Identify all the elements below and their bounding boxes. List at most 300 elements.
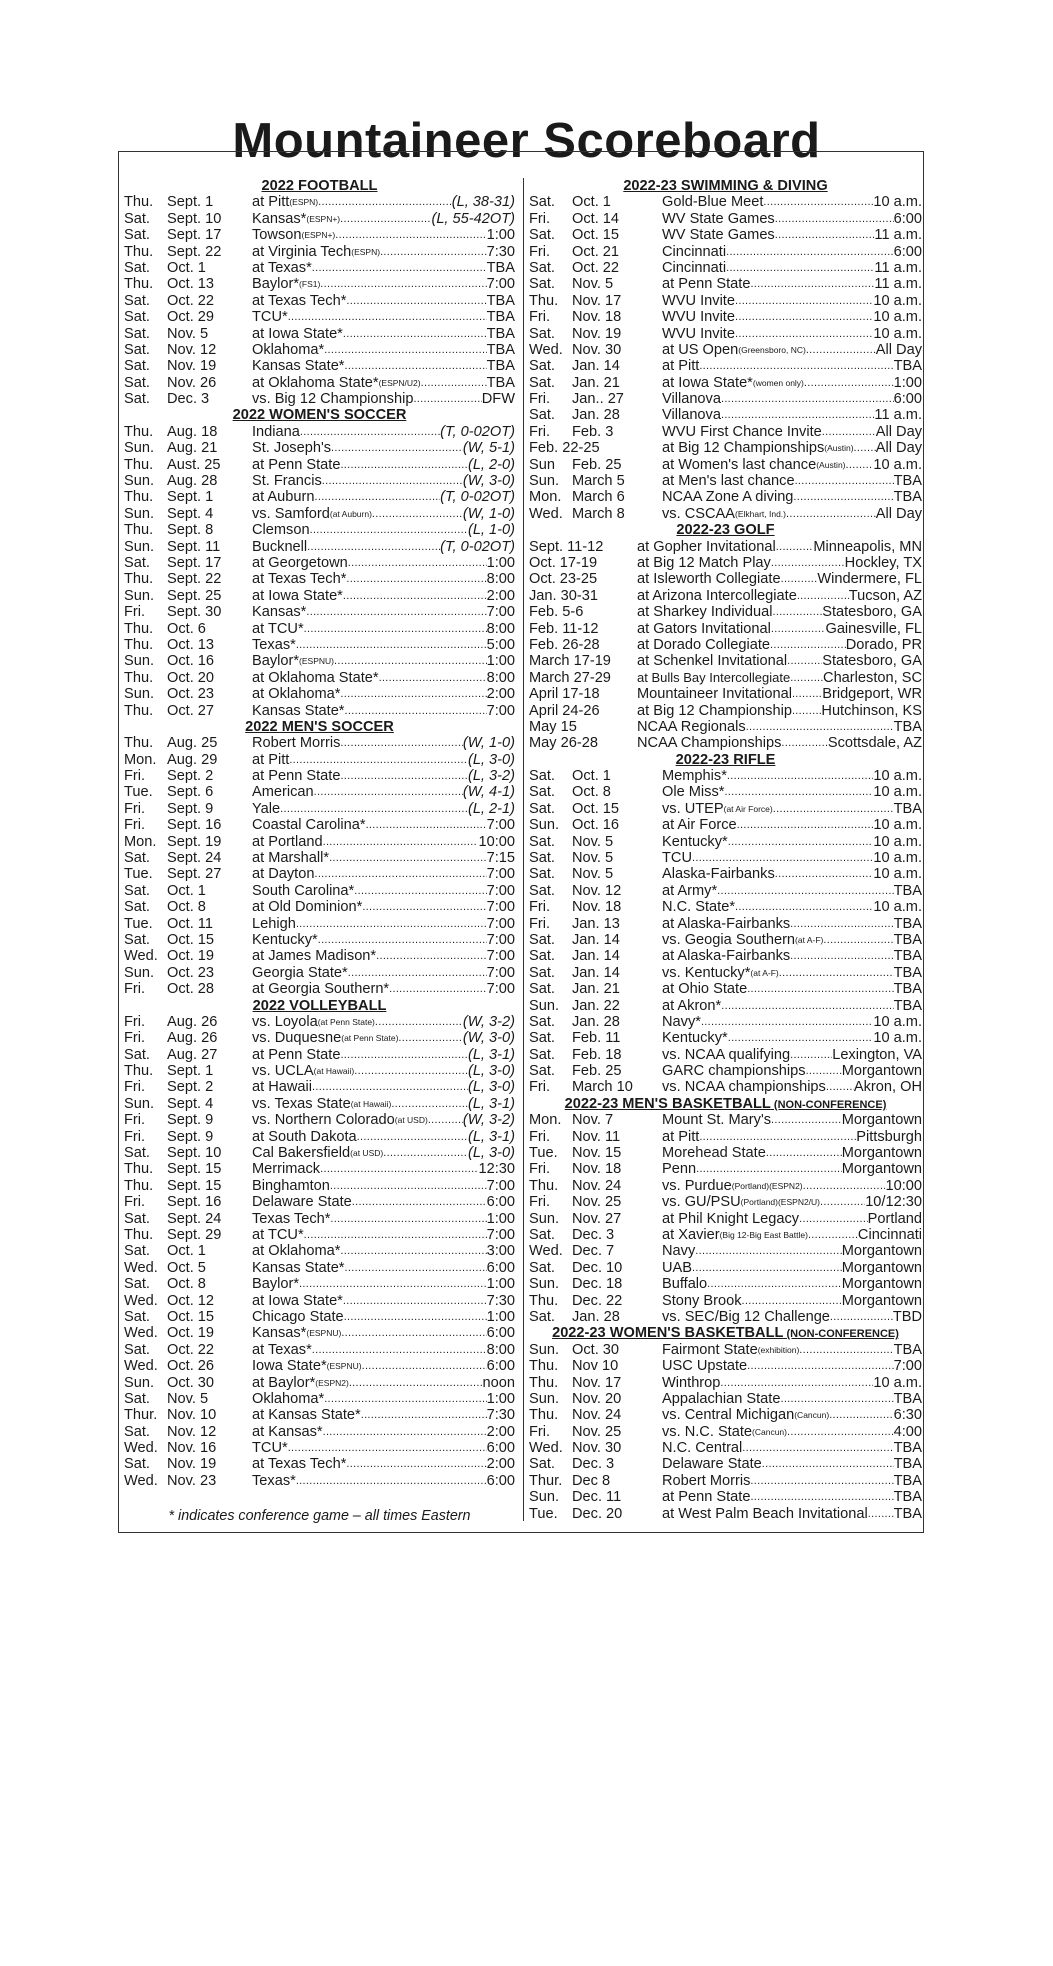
- event-name: Chicago State: [252, 1308, 344, 1325]
- event-date: Nov. 5: [572, 833, 614, 850]
- event-day: Wed.: [124, 1325, 158, 1342]
- event-name: Iowa State*: [252, 1358, 327, 1375]
- event-day: Sun.: [124, 686, 155, 703]
- leader-dots: [348, 555, 487, 571]
- schedule-row: [124, 276, 515, 292]
- event-cell: [662, 358, 922, 374]
- event-day: Sun.: [124, 587, 155, 604]
- event-note: (Portland)(ESPN2): [731, 1180, 803, 1191]
- leader-dots: [304, 621, 487, 637]
- leader-dots: [803, 1178, 886, 1194]
- event-cell: [637, 637, 922, 653]
- event-date: Oct. 16: [572, 817, 620, 834]
- event-cell: [637, 735, 922, 751]
- event-result: Tucson, AZ: [848, 587, 922, 604]
- schedule-row: [529, 1424, 922, 1440]
- event-date: Oct. 15: [572, 227, 620, 244]
- event-day: Sun.: [529, 1390, 560, 1407]
- schedule-row: [529, 276, 922, 292]
- event-result: DFW: [481, 391, 515, 408]
- event-result: 7:00: [486, 931, 515, 948]
- event-result: 10 a.m.: [873, 1030, 922, 1047]
- event-cell: [252, 637, 515, 653]
- schedule-row: [529, 1375, 922, 1391]
- schedule-row: [529, 1309, 922, 1325]
- schedule-row: [124, 1096, 515, 1112]
- event-date: Dec. 20: [572, 1505, 623, 1522]
- schedule-row: [529, 604, 922, 620]
- schedule-row: [124, 227, 515, 243]
- event-cell: [252, 1407, 515, 1423]
- event-cell: [662, 276, 922, 292]
- leader-dots: [320, 1161, 478, 1177]
- event-result: noon: [482, 1374, 515, 1391]
- event-date: Feb. 22-25: [529, 440, 600, 457]
- event-name: vs. NCAA championships: [662, 1079, 826, 1096]
- leader-dots: [349, 1375, 483, 1391]
- leader-dots: [334, 653, 487, 669]
- event-date: Sept. 11: [167, 538, 221, 555]
- event-result: TBA: [486, 374, 515, 391]
- leader-dots: [340, 686, 486, 702]
- event-cell: [662, 1424, 922, 1440]
- event-day: Fri.: [529, 899, 551, 916]
- event-result: Morgantown: [841, 1259, 922, 1276]
- event-result: 7:00: [486, 1227, 515, 1243]
- leader-dots: [742, 1440, 893, 1456]
- leader-dots: [773, 801, 894, 817]
- event-name: Alaska-Fairbanks: [662, 866, 775, 883]
- event-day: Sun.: [124, 1095, 155, 1112]
- event-name: Kentucky*: [662, 1030, 728, 1047]
- event-day: Tue.: [124, 866, 153, 883]
- event-day: Fri.: [529, 243, 551, 260]
- schedule-row: [529, 637, 922, 653]
- schedule-row: [529, 539, 922, 555]
- event-result: Gainesville, FL: [825, 620, 922, 637]
- event-name: at Texas Tech*: [252, 571, 347, 588]
- section-header: [529, 522, 922, 538]
- event-date: Sept. 15: [167, 1161, 222, 1178]
- event-result: 3:00: [486, 1243, 515, 1260]
- event-date: Sept. 22: [167, 243, 222, 260]
- event-result: (T, 0-02OT): [440, 489, 515, 506]
- leader-dots: [348, 965, 487, 981]
- event-name: at Kansas*: [252, 1423, 323, 1440]
- right-column: [529, 178, 922, 1522]
- schedule-row: [529, 883, 922, 899]
- schedule-row: [124, 735, 515, 751]
- event-note: (Big 12-Big East Battle): [719, 1230, 808, 1240]
- event-day: Sun.: [529, 473, 560, 490]
- event-day: Sat.: [529, 374, 555, 391]
- schedule-row: [124, 916, 515, 932]
- event-note: (ESPN): [289, 197, 319, 208]
- event-result: 10 a.m.: [873, 899, 922, 916]
- event-cell: [252, 489, 515, 505]
- schedule-row: [529, 227, 922, 243]
- event-name: Kansas*: [252, 1325, 307, 1342]
- event-day: Thu.: [124, 1063, 154, 1080]
- leader-dots: [357, 1129, 468, 1145]
- event-cell: [637, 670, 922, 686]
- leader-dots: [343, 326, 487, 342]
- event-date: Oct. 22: [167, 292, 215, 309]
- event-date: Dec. 3: [572, 1227, 615, 1243]
- event-date: Sept. 16: [167, 1194, 222, 1211]
- schedule-row: [124, 834, 515, 850]
- event-cell: [662, 948, 922, 964]
- event-result: TBA: [893, 931, 922, 948]
- event-result: TBA: [893, 1505, 922, 1522]
- schedule-row: [124, 1309, 515, 1325]
- event-result: 2:00: [486, 1423, 515, 1440]
- event-date: Jan. 30-31: [529, 587, 598, 604]
- event-note: (at A-F): [795, 934, 824, 945]
- schedule-row: [529, 1079, 922, 1095]
- event-day: Thu.: [124, 1227, 154, 1243]
- schedule-row: [124, 375, 515, 391]
- event-name: Robert Morris: [662, 1472, 751, 1489]
- schedule-row: [124, 752, 515, 768]
- leader-dots: [421, 375, 487, 391]
- event-name: Delaware State: [252, 1194, 352, 1211]
- section-title: 2022-23 GOLF: [676, 522, 775, 539]
- event-date: Aug. 26: [167, 1030, 218, 1047]
- event-day: Sat.: [529, 1456, 555, 1473]
- event-date: Oct. 20: [167, 669, 215, 686]
- schedule-row: [529, 1243, 922, 1259]
- leader-dots: [830, 1309, 893, 1325]
- event-name: at Penn State: [252, 456, 341, 473]
- event-day: Sat.: [529, 964, 555, 981]
- leader-dots: [380, 244, 487, 260]
- event-name: at Sharkey Individual: [637, 604, 773, 621]
- event-result: Pittsburgh: [856, 1128, 922, 1145]
- event-day: Wed.: [124, 1259, 158, 1276]
- event-name: at Arizona Intercollegiate: [637, 587, 797, 604]
- event-cell: [252, 1030, 515, 1046]
- event-date: Nov. 25: [572, 1194, 622, 1211]
- schedule-row: [529, 326, 922, 342]
- schedule-row: [124, 801, 515, 817]
- event-name: at Ohio State: [662, 981, 748, 998]
- event-cell: [662, 1375, 922, 1391]
- event-name: South Carolina*: [252, 882, 355, 899]
- schedule-row: [529, 293, 922, 309]
- leader-dots: [806, 342, 876, 358]
- leader-dots: [314, 784, 463, 800]
- event-name: at Georgia Southern*: [252, 981, 390, 998]
- event-cell: [662, 981, 922, 997]
- event-date: April 24-26: [529, 702, 600, 719]
- event-day: Fri.: [124, 1030, 146, 1047]
- event-date: Sept. 6: [167, 784, 214, 801]
- event-date: April 17-18: [529, 686, 600, 703]
- event-cell: [252, 326, 515, 342]
- event-result: 10:00: [478, 833, 515, 850]
- leader-dots: [795, 473, 894, 489]
- leader-dots: [354, 1063, 468, 1079]
- leader-dots: [324, 1391, 486, 1407]
- leader-dots: [307, 539, 440, 555]
- event-date: Jan. 14: [572, 964, 620, 981]
- event-date: May 15: [529, 718, 577, 735]
- event-result: Morgantown: [841, 1161, 922, 1178]
- event-result: TBA: [893, 1390, 922, 1407]
- event-day: Sat.: [529, 194, 555, 211]
- event-cell: [252, 358, 515, 374]
- event-result: Bridgeport, WR: [822, 686, 922, 703]
- event-day: Thu.: [529, 1358, 559, 1375]
- event-cell: [662, 1079, 922, 1095]
- event-day: Wed.: [124, 1292, 158, 1309]
- event-day: Sat.: [529, 1259, 555, 1276]
- leader-dots: [324, 342, 486, 358]
- leader-dots: [300, 424, 440, 440]
- event-name: Stony Brook: [662, 1292, 742, 1309]
- leader-dots: [721, 998, 893, 1014]
- event-name: at Virginia Tech: [252, 243, 352, 260]
- event-name: Oklahoma*: [252, 341, 325, 358]
- event-day: Sat.: [529, 1308, 555, 1325]
- event-name: Ole Miss*: [662, 784, 725, 801]
- leader-dots: [804, 375, 894, 391]
- event-cell: [252, 784, 515, 800]
- leader-dots: [329, 850, 487, 866]
- event-name: at Xavier: [662, 1227, 720, 1243]
- leader-dots: [352, 1194, 487, 1210]
- event-date: Oct. 29: [167, 309, 215, 326]
- leader-dots: [735, 326, 873, 342]
- event-day: Sun.: [529, 1210, 560, 1227]
- event-name: Yale: [252, 800, 281, 817]
- event-result: 10 a.m.: [873, 1013, 922, 1030]
- event-cell: [252, 260, 515, 276]
- event-note: (at Auburn): [329, 508, 372, 519]
- schedule-row: [529, 653, 922, 669]
- event-result: 7:00: [486, 276, 515, 293]
- schedule-row: [529, 1440, 922, 1456]
- schedule-row: [529, 948, 922, 964]
- event-note: (at Penn State): [341, 1033, 399, 1044]
- schedule-row: [124, 1014, 515, 1030]
- event-day: Wed.: [124, 1358, 158, 1375]
- event-day: Fri.: [124, 1079, 146, 1096]
- event-cell: [662, 1456, 922, 1472]
- event-name: at Georgetown: [252, 554, 348, 571]
- event-result: TBA: [893, 358, 922, 375]
- leader-dots: [786, 506, 876, 522]
- event-day: Fri.: [124, 1112, 146, 1129]
- leader-dots: [346, 571, 486, 587]
- event-name: at Big 12 Match Play: [637, 554, 771, 571]
- schedule-row: [124, 244, 515, 260]
- leader-dots: [790, 916, 893, 932]
- event-date: Aug. 29: [167, 751, 218, 768]
- leader-dots: [340, 1243, 486, 1259]
- schedule-row: [529, 784, 922, 800]
- leader-dots: [728, 834, 874, 850]
- event-name: at Kansas State*: [252, 1407, 361, 1424]
- event-result: 10 a.m.: [873, 325, 922, 342]
- leader-dots: [735, 309, 873, 325]
- event-result: 6:00: [486, 1358, 515, 1375]
- event-cell: [662, 407, 922, 423]
- event-name: vs. Northern Colorado: [252, 1112, 395, 1129]
- event-day: Sat.: [124, 309, 150, 326]
- event-day: Sat.: [529, 259, 555, 276]
- event-name: at Women's last chance: [662, 456, 817, 473]
- section-subtitle: (NON-CONFERENCE): [770, 1098, 887, 1111]
- leader-dots: [799, 1342, 893, 1358]
- event-day: Thu.: [124, 489, 154, 506]
- event-result: 6:00: [486, 1440, 515, 1457]
- schedule-row: [124, 604, 515, 620]
- event-result: 1:00: [486, 1210, 515, 1227]
- schedule-row: [124, 588, 515, 604]
- event-result: (W, 1-0): [462, 735, 515, 752]
- event-result: Morgantown: [841, 1112, 922, 1129]
- event-result: TBA: [893, 1489, 922, 1506]
- event-day: Fri.: [529, 210, 551, 227]
- schedule-row: [529, 703, 922, 719]
- event-result: (L, 38-31): [451, 194, 515, 211]
- event-result: Morgantown: [841, 1145, 922, 1162]
- leader-dots: [737, 817, 874, 833]
- event-date: Nov. 5: [572, 276, 614, 293]
- event-date: Nov. 27: [572, 1210, 622, 1227]
- event-cell: [252, 1342, 515, 1358]
- schedule-row: [529, 1342, 922, 1358]
- event-date: Sept. 2: [167, 1079, 214, 1096]
- leader-dots: [823, 932, 893, 948]
- event-name: Kansas State*: [252, 1259, 345, 1276]
- event-cell: [662, 784, 922, 800]
- event-cell: [252, 1293, 515, 1309]
- event-cell: [252, 948, 515, 964]
- schedule-row: [529, 998, 922, 1014]
- section-header: [529, 1325, 922, 1341]
- event-date: Oct. 19: [167, 1325, 215, 1342]
- schedule-row: [124, 948, 515, 964]
- event-day: Sun.: [124, 473, 155, 490]
- event-date: Nov. 18: [572, 309, 622, 326]
- event-date: Oct. 27: [167, 702, 215, 719]
- event-day: Wed.: [124, 1440, 158, 1457]
- event-day: Thu.: [124, 1161, 154, 1178]
- event-date: Oct. 1: [167, 882, 206, 899]
- leader-dots: [699, 1129, 856, 1145]
- event-result: TBA: [486, 325, 515, 342]
- event-name: at Akron*: [662, 997, 722, 1014]
- event-date: Sept. 11-12: [529, 538, 604, 555]
- leader-dots: [341, 1325, 486, 1341]
- event-name: St. Joseph's: [252, 440, 332, 457]
- event-date: Nov. 7: [572, 1112, 614, 1129]
- event-result: TBA: [893, 800, 922, 817]
- left-column: [124, 178, 515, 1489]
- section-subtitle: (NON-CONFERENCE): [783, 1328, 899, 1341]
- leader-dots: [389, 981, 486, 997]
- event-date: Feb. 5-6: [529, 604, 584, 621]
- leader-dots: [312, 1342, 487, 1358]
- event-date: Feb. 11: [572, 1030, 621, 1047]
- event-cell: [662, 1260, 922, 1276]
- schedule-row: [124, 1063, 515, 1079]
- event-day: Fri.: [124, 1013, 146, 1030]
- event-day: Wed.: [529, 1440, 563, 1457]
- event-date: Oct. 15: [167, 931, 215, 948]
- event-cell: [252, 539, 515, 555]
- schedule-row: [124, 1473, 515, 1489]
- event-name: Cal Bakersfield: [252, 1145, 351, 1162]
- event-cell: [252, 899, 515, 915]
- leader-dots: [781, 571, 818, 587]
- event-cell: [662, 866, 922, 882]
- event-cell: [662, 899, 922, 915]
- event-name: Penn: [662, 1161, 697, 1178]
- event-result: 10 a.m.: [873, 1374, 922, 1391]
- event-cell: [252, 686, 515, 702]
- schedule-row: [124, 1440, 515, 1456]
- event-name: at Old Dominion*: [252, 899, 363, 916]
- schedule-row: [529, 850, 922, 866]
- event-day: Mon.: [124, 833, 157, 850]
- event-name: at Texas Tech*: [252, 1456, 347, 1473]
- schedule-row: [529, 1506, 922, 1522]
- event-cell: [252, 1424, 515, 1440]
- leader-dots: [822, 424, 876, 440]
- leader-dots: [763, 194, 873, 210]
- schedule-row: [529, 1014, 922, 1030]
- leader-dots: [846, 457, 874, 473]
- event-date: Oct. 21: [572, 243, 620, 260]
- leader-dots: [323, 1424, 487, 1440]
- event-day: Thur.: [529, 1472, 563, 1489]
- event-cell: [252, 670, 515, 686]
- leader-dots: [320, 276, 486, 292]
- event-result: Morgantown: [841, 1292, 922, 1309]
- event-date: Nov. 5: [167, 325, 209, 342]
- event-date: Sept. 1: [167, 194, 214, 211]
- event-result: Windermere, FL: [817, 571, 922, 588]
- event-result: 7:30: [486, 1292, 515, 1309]
- leader-dots: [314, 489, 440, 505]
- event-day: Sat.: [529, 800, 555, 817]
- event-result: TBA: [893, 948, 922, 965]
- event-name: Clemson: [252, 522, 310, 539]
- event-cell: [252, 817, 515, 833]
- event-day: Sat.: [124, 554, 150, 571]
- schedule-row: [529, 932, 922, 948]
- event-day: Thu.: [124, 423, 154, 440]
- event-day: Fri.: [124, 604, 146, 621]
- leader-dots: [829, 1407, 893, 1423]
- event-name: vs. N.C. State: [662, 1423, 753, 1440]
- event-cell: [252, 522, 515, 538]
- schedule-row: [529, 358, 922, 374]
- event-name: at Marshall*: [252, 850, 330, 867]
- event-result: TBA: [486, 309, 515, 326]
- leader-dots: [820, 1194, 865, 1210]
- event-date: Sept. 24: [167, 1210, 222, 1227]
- event-cell: [252, 1473, 515, 1489]
- leader-dots: [323, 834, 479, 850]
- event-result: 6:30: [893, 1407, 922, 1424]
- event-note: (FS1): [299, 279, 321, 290]
- event-result: (W, 3-0): [462, 1030, 515, 1047]
